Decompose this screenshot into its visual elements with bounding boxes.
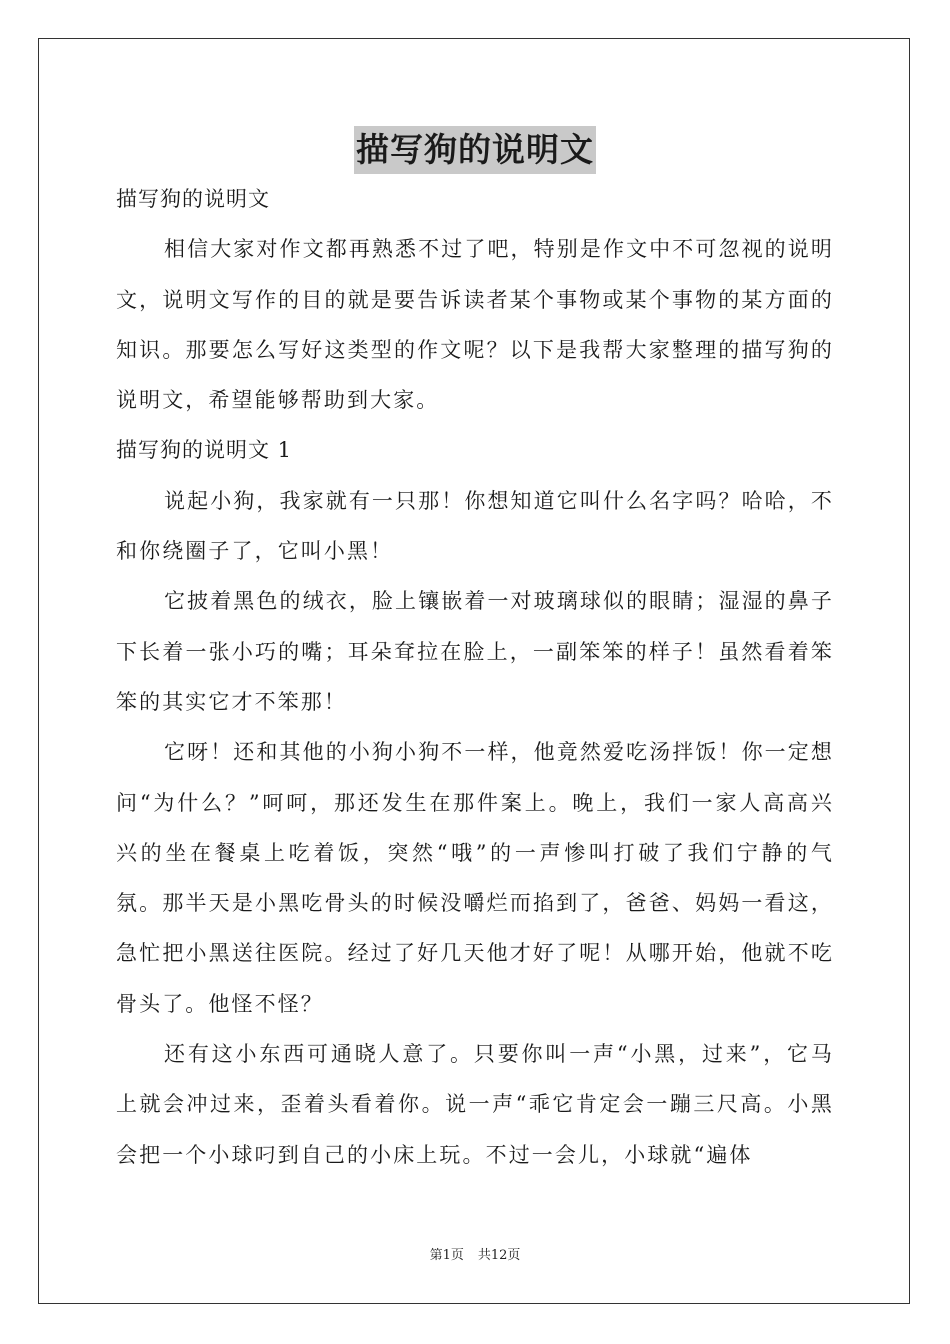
document-body (116, 174, 834, 1180)
page-total: 共12页 (477, 1248, 521, 1263)
body-paragraph: 还有这小东西可通晓人意了。只要你叫一声“小黑，过来”，它马上就会冲过来，歪着头看着你。说一声“乖它肯定会一蹦三尺高。小黑会把一个小球叼到自己的小床上玩。不过一会儿，小球就“遍体 (116, 1042, 834, 1167)
page-footer (0, 1247, 950, 1265)
body-paragraph: 说起小狗，我家就有一只那！你想知道它叫什么名字吗？哈哈，不和你绕圈子了，它叫小黑！ (116, 488, 834, 564)
document-title (0, 126, 950, 174)
document-title-text: 描写狗的说明文 (354, 126, 596, 174)
section-heading: 描写狗的说明文 1 (116, 438, 293, 463)
body-paragraph: 它披着黑色的绒衣，脸上镶嵌着一对玻璃球似的眼睛；湿湿的鼻子下长着一张小巧的嘴；耳朵耷拉在脸上，一副笨笨的样子！虽然看着笨笨的其实它才不笨那！ (116, 589, 834, 714)
body-paragraph: 它呀！还和其他的小狗小狗不一样，他竟然爱吃汤拌饭！你一定想问“为什么？”呵呵，那还发生在那件案上。晚上，我们一家人高高兴兴的坐在餐桌上吃着饭，突然“哦”的一声惨叫打破了我们宁静的气氛。那半天是小黑吃骨头的时候没嚼烂而掐到了，爸爸、妈妈一看这，急忙把小黑送往医院。经过了好几天他才好了呢！从哪开始，他就不吃骨头了。他怪不怪？ (116, 740, 834, 1016)
body-paragraph: 相信大家对作文都再熟悉不过了吧，特别是作文中不可忽视的说明文，说明文写作的目的就是要告诉读者某个事物或某个事物的某方面的知识。那要怎么写好这类型的作文呢？以下是我帮大家整理的描写狗的说明文，希望能够帮助到大家。 (116, 237, 834, 413)
page-number: 第1页 (429, 1248, 464, 1263)
section-heading: 描写狗的说明文 (116, 187, 270, 211)
